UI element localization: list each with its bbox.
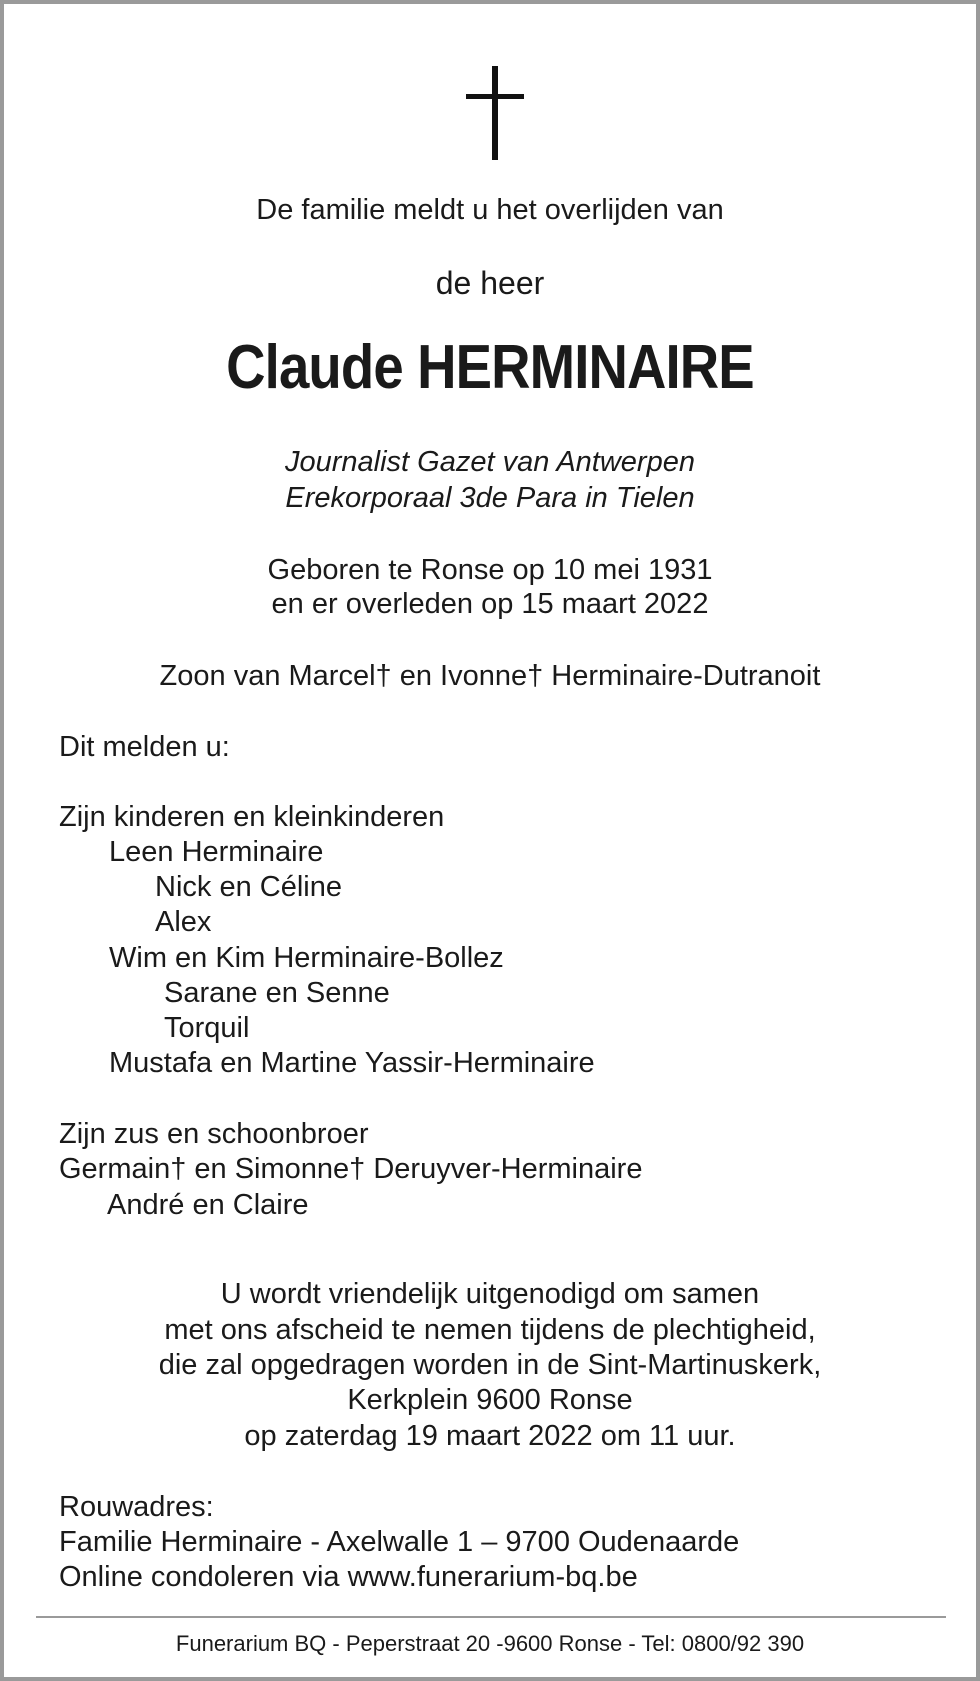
cross-icon	[492, 66, 498, 160]
deceased-name: Claude HERMINAIRE	[226, 333, 754, 402]
intro-text: De familie meldt u het overlijden van	[256, 194, 724, 226]
divider	[36, 1616, 946, 1618]
family-member: Nick en Céline	[155, 871, 342, 903]
online-condolence: Online condoleren via www.funerarium-bq.be	[59, 1561, 638, 1593]
family-member: André en Claire	[107, 1189, 309, 1221]
family-member: Leen Herminaire	[109, 836, 324, 868]
invitation-line: met ons afscheid te nemen tijdens de plechtigheid,	[164, 1314, 816, 1346]
birth-line: Geboren te Ronse op 10 mei 1931	[267, 554, 713, 586]
family-member: Sarane en Senne	[164, 977, 390, 1009]
siblings-heading: Zijn zus en schoonbroer	[59, 1118, 369, 1150]
family-member: Mustafa en Martine Yassir-Herminaire	[109, 1047, 595, 1079]
invitation-line: Kerkplein 9600 Ronse	[347, 1384, 633, 1416]
family-member: Torquil	[164, 1012, 250, 1044]
parents-line: Zoon van Marcel† en Ivonne† Herminaire-Dutranoit	[159, 660, 821, 692]
invitation-line: die zal opgedragen worden in de Sint-Martinuskerk,	[158, 1349, 822, 1381]
invitation-line: U wordt vriendelijk uitgenodigd om samen	[220, 1278, 760, 1310]
role-line: Erekorporaal 3de Para in Tielen	[285, 482, 695, 514]
footer-text: Funerarium BQ - Peperstraat 20 -9600 Ronse - Tel: 0800/92 390	[175, 1631, 805, 1656]
address-label: Rouwadres:	[59, 1491, 214, 1523]
death-line: en er overleden op 15 maart 2022	[271, 588, 709, 620]
role-line: Journalist Gazet van Antwerpen	[285, 446, 695, 478]
family-member: Alex	[155, 906, 212, 938]
children-heading: Zijn kinderen en kleinkinderen	[59, 801, 445, 833]
announce-text: Dit melden u:	[59, 731, 230, 763]
address-line: Familie Herminaire - Axelwalle 1 – 9700 Oudenaarde	[59, 1526, 740, 1558]
family-member: Wim en Kim Herminaire-Bollez	[109, 942, 504, 974]
invitation-line: op zaterdag 19 maart 2022 om 11 uur.	[244, 1420, 736, 1452]
family-member: Germain† en Simonne† Deruyver-Herminaire	[59, 1153, 643, 1185]
cross-icon-bar	[466, 94, 524, 99]
honorific: de heer	[435, 265, 545, 301]
